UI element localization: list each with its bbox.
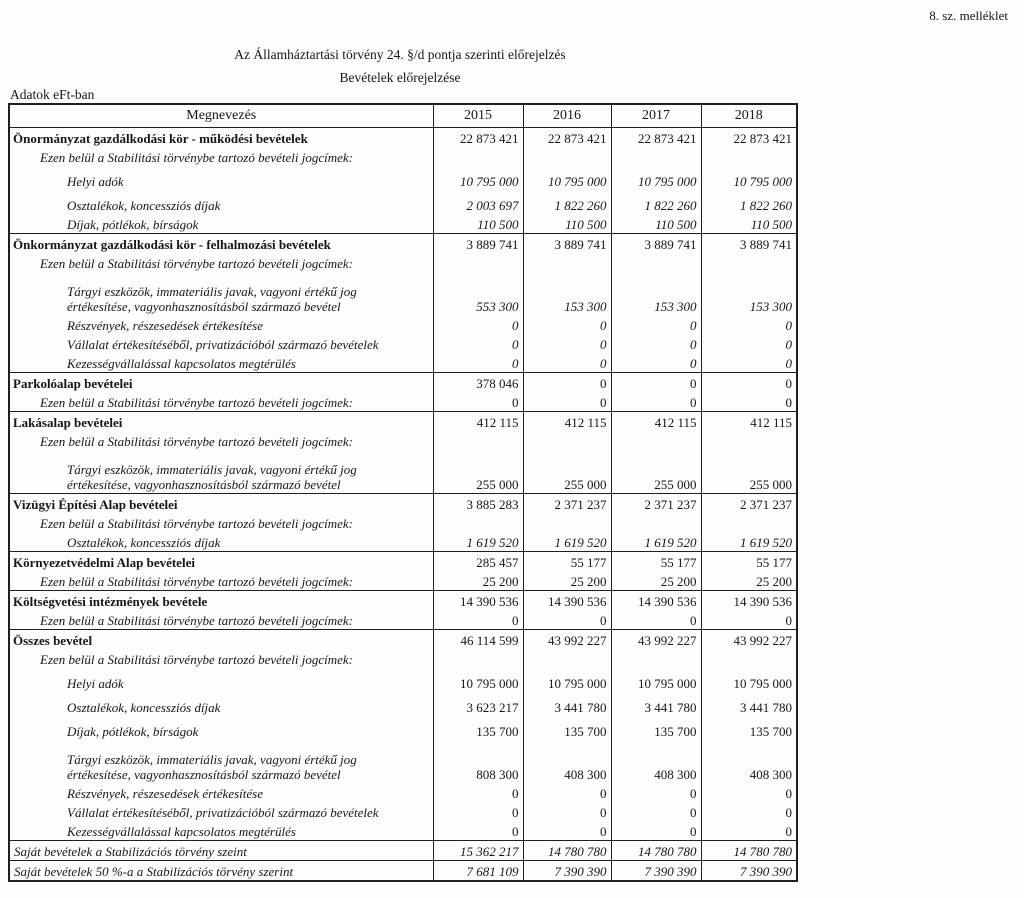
value-cell [701, 431, 797, 450]
value-cell: 412 115 [611, 412, 701, 432]
table-row [9, 334, 797, 353]
value-cell: 0 [701, 315, 797, 334]
value-cell: 0 [523, 373, 611, 393]
value-cell [523, 147, 611, 166]
table-row [9, 513, 797, 532]
value-cell [701, 513, 797, 532]
value-cell: 110 500 [611, 214, 701, 234]
value-cell: 0 [433, 610, 523, 630]
row-label: Vállalat értékesítéséből, privatizációból származó bevételek [9, 802, 433, 821]
table-row [9, 649, 797, 668]
table-row [9, 373, 797, 393]
value-cell: 0 [611, 610, 701, 630]
value-cell: 1 619 520 [433, 532, 523, 552]
row-label: Ezen belül a Stabilitási törvénybe tartozó bevételi jogcímek: [9, 431, 433, 450]
value-cell: 0 [433, 783, 523, 802]
value-cell: 0 [701, 802, 797, 821]
value-cell: 0 [523, 610, 611, 630]
column-header-year-2018: 2018 [701, 104, 797, 128]
table-row [9, 716, 797, 740]
value-cell: 14 780 780 [523, 841, 611, 861]
value-cell: 14 390 536 [523, 591, 611, 611]
value-cell: 10 795 000 [523, 166, 611, 190]
value-cell: 1 619 520 [523, 532, 611, 552]
value-cell [701, 147, 797, 166]
value-cell: 25 200 [611, 571, 701, 591]
value-cell [523, 253, 611, 272]
table-row [9, 214, 797, 234]
value-cell: 0 [611, 315, 701, 334]
value-cell: 0 [701, 821, 797, 841]
value-cell: 3 889 741 [433, 234, 523, 254]
row-label: Ezen belül a Stabilitási törvénybe tartozó bevételi jogcímek: [9, 571, 433, 591]
value-cell: 153 300 [523, 272, 611, 315]
row-label: Osztalékok, koncessziós díjak [9, 190, 433, 214]
table-row [9, 610, 797, 630]
value-cell [523, 649, 611, 668]
value-cell [611, 253, 701, 272]
value-cell: 7 390 390 [701, 861, 797, 882]
value-cell: 412 115 [701, 412, 797, 432]
units-label: Adatok eFt-ban [10, 87, 95, 102]
table-row [9, 532, 797, 552]
table-row [9, 821, 797, 841]
row-label: Helyi adók [9, 668, 433, 692]
value-cell: 0 [611, 783, 701, 802]
row-label: Tárgyi eszközök, immateriális javak, vagyoni értékű jog értékesítése, vagyonhasznosításból származó bevétel [9, 450, 433, 494]
value-cell: 408 300 [523, 740, 611, 783]
value-cell: 10 795 000 [433, 668, 523, 692]
value-cell: 0 [433, 392, 523, 412]
table-row [9, 668, 797, 692]
row-label: Ezen belül a Stabilitási törvénybe tartozó bevételi jogcímek: [9, 649, 433, 668]
table-row [9, 783, 797, 802]
table-row [9, 166, 797, 190]
value-cell: 808 300 [433, 740, 523, 783]
value-cell: 0 [433, 315, 523, 334]
row-label: Lakásalap bevételei [9, 412, 433, 432]
value-cell: 2 371 237 [523, 494, 611, 514]
value-cell: 408 300 [611, 740, 701, 783]
value-cell: 10 795 000 [611, 166, 701, 190]
value-cell: 55 177 [523, 552, 611, 572]
value-cell [433, 147, 523, 166]
row-label: Ezen belül a Stabilitási törvénybe tartozó bevételi jogcímek: [9, 513, 433, 532]
value-cell: 135 700 [523, 716, 611, 740]
table-row [9, 841, 797, 861]
value-cell: 0 [611, 373, 701, 393]
document-subtitle: Bevételek előrejelzése [339, 70, 461, 85]
value-cell: 0 [701, 783, 797, 802]
value-cell: 25 200 [433, 571, 523, 591]
table-header [9, 104, 797, 128]
value-cell: 255 000 [523, 450, 611, 494]
value-cell: 408 300 [701, 740, 797, 783]
revenue-forecast-table [8, 103, 798, 882]
table-row [9, 861, 797, 882]
value-cell: 0 [523, 802, 611, 821]
row-label: Ezen belül a Stabilitási törvénybe tartozó bevételi jogcímek: [9, 392, 433, 412]
table-row [9, 147, 797, 166]
document-title: Az Államháztartási törvény 24. §/d pontja szerinti előrejelzés [234, 47, 566, 62]
table-row [9, 802, 797, 821]
value-cell: 0 [523, 821, 611, 841]
value-cell: 10 795 000 [701, 668, 797, 692]
row-label: Díjak, pótlékok, bírságok [9, 214, 433, 234]
value-cell: 3 623 217 [433, 692, 523, 716]
value-cell: 0 [701, 373, 797, 393]
value-cell: 0 [611, 821, 701, 841]
value-cell: 285 457 [433, 552, 523, 572]
value-cell: 135 700 [611, 716, 701, 740]
table-row [9, 591, 797, 611]
table-row [9, 571, 797, 591]
row-label: Helyi adók [9, 166, 433, 190]
value-cell: 135 700 [433, 716, 523, 740]
value-cell: 0 [701, 334, 797, 353]
value-cell: 0 [701, 353, 797, 373]
row-label: Osztalékok, koncessziós díjak [9, 532, 433, 552]
value-cell: 43 992 227 [611, 630, 701, 650]
value-cell [611, 649, 701, 668]
row-label: Önormányzat gazdálkodási kör - működési bevételek [9, 128, 433, 148]
value-cell [611, 513, 701, 532]
value-cell: 0 [523, 334, 611, 353]
value-cell: 0 [523, 353, 611, 373]
row-label: Önkormányzat gazdálkodási kör - felhalmozási bevételek [9, 234, 433, 254]
table-row [9, 190, 797, 214]
value-cell: 0 [523, 783, 611, 802]
column-header-megnevezes: Megnevezés [9, 104, 433, 128]
value-cell: 7 390 390 [611, 861, 701, 882]
value-cell: 1 822 260 [523, 190, 611, 214]
value-cell [611, 431, 701, 450]
value-cell: 2 371 237 [701, 494, 797, 514]
row-label: Tárgyi eszközök, immateriális javak, vagyoni értékű jog értékesítése, vagyonhasznosításból származó bevétel [9, 272, 433, 315]
document-title-block [0, 47, 800, 86]
table-row [9, 450, 797, 494]
row-label: Saját bevételek a Stabilizációs törvény szeint [9, 841, 433, 861]
value-cell: 2 371 237 [611, 494, 701, 514]
row-label: Ezen belül a Stabilitási törvénybe tartozó bevételi jogcímek: [9, 147, 433, 166]
row-label: Környezetvédelmi Alap bevételei [9, 552, 433, 572]
value-cell: 43 992 227 [701, 630, 797, 650]
value-cell [701, 253, 797, 272]
value-cell [701, 649, 797, 668]
value-cell: 3 441 780 [701, 692, 797, 716]
value-cell: 22 873 421 [433, 128, 523, 148]
value-cell: 15 362 217 [433, 841, 523, 861]
value-cell: 1 822 260 [611, 190, 701, 214]
table-row [9, 630, 797, 650]
value-cell: 14 390 536 [433, 591, 523, 611]
value-cell: 553 300 [433, 272, 523, 315]
value-cell: 0 [611, 802, 701, 821]
row-label: Ezen belül a Stabilitási törvénybe tartozó bevételi jogcímek: [9, 610, 433, 630]
value-cell [433, 253, 523, 272]
value-cell: 2 003 697 [433, 190, 523, 214]
row-label: Vizügyi Építési Alap bevételei [9, 494, 433, 514]
row-label: Saját bevételek 50 %-a a Stabilizációs törvény szerint [9, 861, 433, 882]
attachment-label: 8. sz. melléklet [929, 8, 1008, 23]
value-cell: 22 873 421 [701, 128, 797, 148]
table-row [9, 353, 797, 373]
value-cell [433, 431, 523, 450]
value-cell: 255 000 [433, 450, 523, 494]
value-cell: 0 [611, 334, 701, 353]
value-cell: 55 177 [611, 552, 701, 572]
value-cell: 0 [523, 315, 611, 334]
value-cell: 110 500 [701, 214, 797, 234]
value-cell [433, 513, 523, 532]
row-label: Részvények, részesedések értékesítése [9, 783, 433, 802]
value-cell: 412 115 [433, 412, 523, 432]
value-cell: 25 200 [523, 571, 611, 591]
value-cell: 3 889 741 [611, 234, 701, 254]
value-cell: 25 200 [701, 571, 797, 591]
column-header-year-2016: 2016 [523, 104, 611, 128]
value-cell: 55 177 [701, 552, 797, 572]
value-cell: 3 885 283 [433, 494, 523, 514]
row-label: Vállalat értékesítéséből, privatizációból származó bevételek [9, 334, 433, 353]
value-cell: 3 441 780 [611, 692, 701, 716]
value-cell: 7 681 109 [433, 861, 523, 882]
column-header-year-2017: 2017 [611, 104, 701, 128]
value-cell [523, 431, 611, 450]
row-label: Díjak, pótlékok, bírságok [9, 716, 433, 740]
value-cell: 0 [611, 392, 701, 412]
value-cell: 10 795 000 [523, 668, 611, 692]
row-label: Kezességvállalással kapcsolatos megtérülés [9, 821, 433, 841]
value-cell: 0 [433, 334, 523, 353]
table-row [9, 315, 797, 334]
table-row [9, 692, 797, 716]
value-cell: 22 873 421 [523, 128, 611, 148]
table-row [9, 234, 797, 254]
table-row [9, 253, 797, 272]
row-label: Osztalékok, koncessziós díjak [9, 692, 433, 716]
value-cell: 153 300 [701, 272, 797, 315]
row-label: Tárgyi eszközök, immateriális javak, vagyoni értékű jog értékesítése, vagyonhasznosításból származó bevétel [9, 740, 433, 783]
table-row [9, 272, 797, 315]
value-cell: 0 [701, 610, 797, 630]
table-row [9, 552, 797, 572]
value-cell: 1 822 260 [701, 190, 797, 214]
value-cell: 1 619 520 [611, 532, 701, 552]
value-cell: 0 [433, 353, 523, 373]
table-row [9, 740, 797, 783]
value-cell: 1 619 520 [701, 532, 797, 552]
table-body [9, 128, 797, 882]
table-row [9, 431, 797, 450]
table-row [9, 128, 797, 148]
value-cell [433, 649, 523, 668]
value-cell: 14 390 536 [611, 591, 701, 611]
value-cell: 0 [701, 392, 797, 412]
table-row [9, 392, 797, 412]
value-cell: 412 115 [523, 412, 611, 432]
value-cell: 255 000 [611, 450, 701, 494]
value-cell [523, 513, 611, 532]
value-cell: 135 700 [701, 716, 797, 740]
value-cell: 10 795 000 [433, 166, 523, 190]
value-cell: 110 500 [523, 214, 611, 234]
value-cell: 14 780 780 [611, 841, 701, 861]
table-header-row [9, 104, 797, 128]
value-cell: 3 889 741 [701, 234, 797, 254]
row-label: Kezességvállalással kapcsolatos megtérülés [9, 353, 433, 373]
value-cell: 0 [611, 353, 701, 373]
value-cell: 43 992 227 [523, 630, 611, 650]
row-label: Parkolóalap bevételei [9, 373, 433, 393]
value-cell: 3 441 780 [523, 692, 611, 716]
value-cell: 14 780 780 [701, 841, 797, 861]
value-cell: 10 795 000 [701, 166, 797, 190]
value-cell: 0 [433, 802, 523, 821]
value-cell: 14 390 536 [701, 591, 797, 611]
value-cell: 110 500 [433, 214, 523, 234]
table-row [9, 412, 797, 432]
table-row [9, 494, 797, 514]
value-cell: 255 000 [701, 450, 797, 494]
value-cell: 0 [523, 392, 611, 412]
row-label: Ezen belül a Stabilitási törvénybe tartozó bevételi jogcímek: [9, 253, 433, 272]
row-label: Részvények, részesedések értékesítése [9, 315, 433, 334]
value-cell: 3 889 741 [523, 234, 611, 254]
value-cell: 22 873 421 [611, 128, 701, 148]
row-label: Összes bevétel [9, 630, 433, 650]
value-cell: 7 390 390 [523, 861, 611, 882]
value-cell: 46 114 599 [433, 630, 523, 650]
value-cell: 153 300 [611, 272, 701, 315]
value-cell: 378 046 [433, 373, 523, 393]
row-label: Költségvetési intézmények bevétele [9, 591, 433, 611]
value-cell: 0 [433, 821, 523, 841]
column-header-year-2015: 2015 [433, 104, 523, 128]
value-cell [611, 147, 701, 166]
value-cell: 10 795 000 [611, 668, 701, 692]
